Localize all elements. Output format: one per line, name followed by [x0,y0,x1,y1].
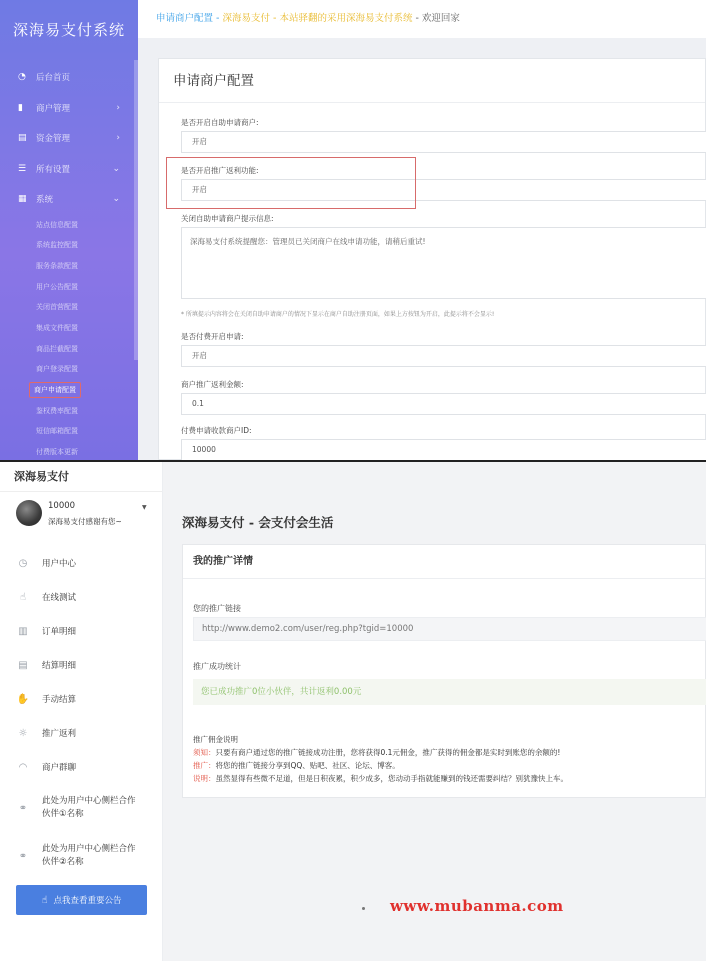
admin-menu-label: 所有设置 [36,164,71,175]
admin-submenu-item[interactable] [0,235,138,256]
chevron-icon: › [116,133,120,144]
partner-label-line1: 此处为用户中心侧栏合作 [42,796,136,806]
admin-submenu-item[interactable] [0,401,138,422]
admin-sidebar [0,0,138,460]
self-apply-select[interactable]: 开启 [181,131,706,153]
admin-submenu-item[interactable] [0,380,138,401]
admin-menu-item[interactable] [0,93,138,124]
notice-button-label: 点我查看重要公告 [53,896,122,906]
description-text: 虽然显得有些微不足道，但是日积夜累，积少成多，您动动手指就能赚到的钱还需要纠结？别犹豫快上车。 [215,774,568,783]
admin-menu-item[interactable] [0,154,138,185]
promotion-card [182,544,706,798]
pointer-hand-icon: ☝ [41,894,48,906]
admin-submenu-label: 付费版本更新 [36,448,78,457]
settle-hand-icon: ✋ [16,693,30,705]
admin-submenu-label: 服务条款配置 [36,261,78,270]
highlight-annotation [166,157,416,209]
user-menu-label: 结算明细 [42,661,77,671]
dashboard-icon: ◔ [18,72,26,83]
admin-submenu-label: 商户申请配置 [30,383,80,397]
admin-menu-label: 后台首页 [36,73,71,84]
ledger-icon: ▤ [18,133,27,144]
promotion-stat-value: 您已成功推广0位小伙伴，共计返利0.00元 [193,679,706,705]
admin-menu-item[interactable] [0,123,138,154]
decorative-dot [362,907,365,910]
link-icon: ⚭ [18,850,28,862]
admin-submenu-label: 系统监控配置 [36,241,78,250]
user-menu-label: 手动结算 [42,695,77,705]
sidebar-scrollbar[interactable] [134,60,138,360]
closed-message-help: * 所填提示内容将会在关闭自助申请商户的情况下显示在商户自助注册页面，如果上方按钮为开启，此提示将不会显示! [181,311,495,318]
clock-icon: ◷ [18,557,28,569]
breadcrumb [138,0,706,38]
admin-submenu-item[interactable] [0,442,138,460]
partner-label [42,843,136,869]
partner-label-line1: 此处为用户中心侧栏合作 [42,844,136,854]
rebate-amount-label: 商户推广返利金额: [181,380,244,389]
description-key: 推广： [193,761,216,770]
link-label: 您的推广链接 [193,604,241,613]
rebate-label: 是否开启推广返利功能: [181,166,259,175]
user-brand: 深海易支付 [0,462,162,492]
admin-submenu-item[interactable] [0,318,138,339]
admin-submenu-item[interactable] [0,256,138,277]
admin-submenu-label: 短信邮箱配置 [36,427,78,436]
admin-submenu-item[interactable] [0,297,138,318]
notice-button[interactable] [16,885,147,915]
user-menu-label: 推广返利 [42,729,77,739]
description-text: 只要有商户通过您的推广链接成功注册，您将获得0.1元佣金，推广获得的佣金都是实时到账您的余额的! [215,748,561,757]
description-row [193,746,706,759]
admin-menu-item[interactable] [0,184,138,215]
hand-icon: ☝ [19,591,27,603]
commission-description [193,733,706,785]
user-page-header: 深海易支付 - 会支付会生活 [182,515,334,530]
admin-submenu-label: 商户登录配置 [36,365,78,374]
admin-submenu-label: 站点信息配置 [36,220,78,229]
self-apply-label: 是否开启自助申请商户: [181,118,259,127]
admin-menu-label: 商户管理 [36,103,71,114]
admin-menu [0,60,138,215]
user-menu-label: 商户群聊 [42,763,77,773]
breadcrumb-site[interactable]: 深海易支付 - 本站驿翻的采用深海易支付系统 [222,13,413,24]
admin-menu-item[interactable] [0,62,138,93]
pay-merchant-label: 付费申请收款商户ID: [181,426,252,435]
user-menu-label: 在线测试 [42,593,77,603]
page-title: 申请商户配置 [159,59,705,103]
description-row [193,772,706,785]
admin-submenu-item[interactable] [0,421,138,442]
description-key: 说明： [193,774,216,783]
rebate-amount-input[interactable]: 0.1 [181,393,706,415]
admin-submenu-label: 集成文件配置 [36,323,78,332]
partner-menu-item[interactable] [0,784,162,832]
admin-submenu-label: 用户公告配置 [36,282,78,291]
watermark: www.mubanma.com [390,897,564,915]
description-row [193,759,706,772]
user-menu [0,546,162,880]
chevron-icon: ⌄ [112,194,120,205]
user-menu-label: 订单明细 [42,627,77,637]
breadcrumb-current[interactable]: 申请商户配置 [156,13,214,24]
admin-submenu-label: 关闭首营配置 [36,303,78,312]
paid-apply-label: 是否付费开启申请: [181,332,244,341]
admin-submenu [0,215,138,461]
user-menu-item[interactable] [0,546,162,580]
bell-icon: ◠ [18,761,28,773]
rebate-select[interactable]: 开启 [181,179,706,201]
user-slogan: 深海易支付感谢有您~ [48,517,122,526]
user-sidebar [0,462,163,961]
user-id: 10000 [48,501,76,511]
closed-message-textarea[interactable]: 深海易支付系统提醒您：管理员已关闭商户在线申请功能，请稍后重试! [181,227,706,299]
partner-label-line2: 伙伴②名称 [42,857,84,867]
admin-submenu-label: 商品拦截配置 [36,344,78,353]
admin-brand: 深海易支付系统 [12,21,125,39]
paid-apply-select[interactable]: 开启 [181,345,706,367]
breadcrumb-separator: - [213,13,223,24]
admin-submenu-label: 鉴权费率配置 [36,406,78,415]
config-panel [158,58,706,460]
chart-icon: ▮ [18,102,23,113]
user-menu-item[interactable] [0,716,162,750]
description-rows [193,746,706,785]
stat-label: 推广成功统计 [193,662,241,671]
user-screen [0,462,706,961]
chevron-icon: › [116,102,120,113]
admin-menu-label: 资金管理 [36,134,71,145]
admin-submenu-item[interactable] [0,359,138,380]
settings-list-icon: ☰ [18,163,27,174]
caret-down-icon[interactable]: ▼ [142,504,147,511]
admin-submenu-item[interactable] [0,277,138,298]
admin-submenu-item[interactable] [0,339,138,360]
user-menu-item[interactable] [0,580,162,614]
partner-menu-item[interactable] [0,832,162,880]
description-text: 将您的推广链接分享到QQ、贴吧、社区、论坛、博客。 [215,761,400,770]
promotion-link-field[interactable]: http://www.demo2.com/user/reg.php?tgid=10000 [193,617,706,641]
closed-message-label: 关闭自助申请商户提示信息: [181,214,274,223]
lightbulb-icon: ☼ [18,727,28,739]
partner-label-line2: 伙伴①名称 [42,809,84,819]
user-menu-item[interactable] [0,648,162,682]
partner-label [42,795,136,821]
user-menu-item[interactable] [0,614,162,648]
admin-menu-label: 系统 [36,195,54,206]
breadcrumb-welcome: - 欢迎回家 [412,13,460,24]
pay-merchant-input[interactable]: 10000 [181,439,706,460]
card-title: 我的推广详情 [183,545,705,579]
user-menu-label: 用户中心 [42,559,77,569]
system-icon: ▦ [18,194,27,205]
user-profile[interactable] [0,492,162,542]
user-menu-item[interactable] [0,682,162,716]
description-key: 须知： [193,748,216,757]
description-title: 推广佣金说明 [193,735,238,744]
admin-submenu-item[interactable] [0,215,138,236]
avatar[interactable] [16,500,42,526]
admin-screen [0,0,706,460]
document-icon: ▤ [18,659,28,671]
chevron-icon: ⌄ [112,163,120,174]
user-menu-item[interactable] [0,750,162,784]
link-icon: ⚭ [18,802,28,814]
bar-chart-icon: ▥ [18,625,28,637]
